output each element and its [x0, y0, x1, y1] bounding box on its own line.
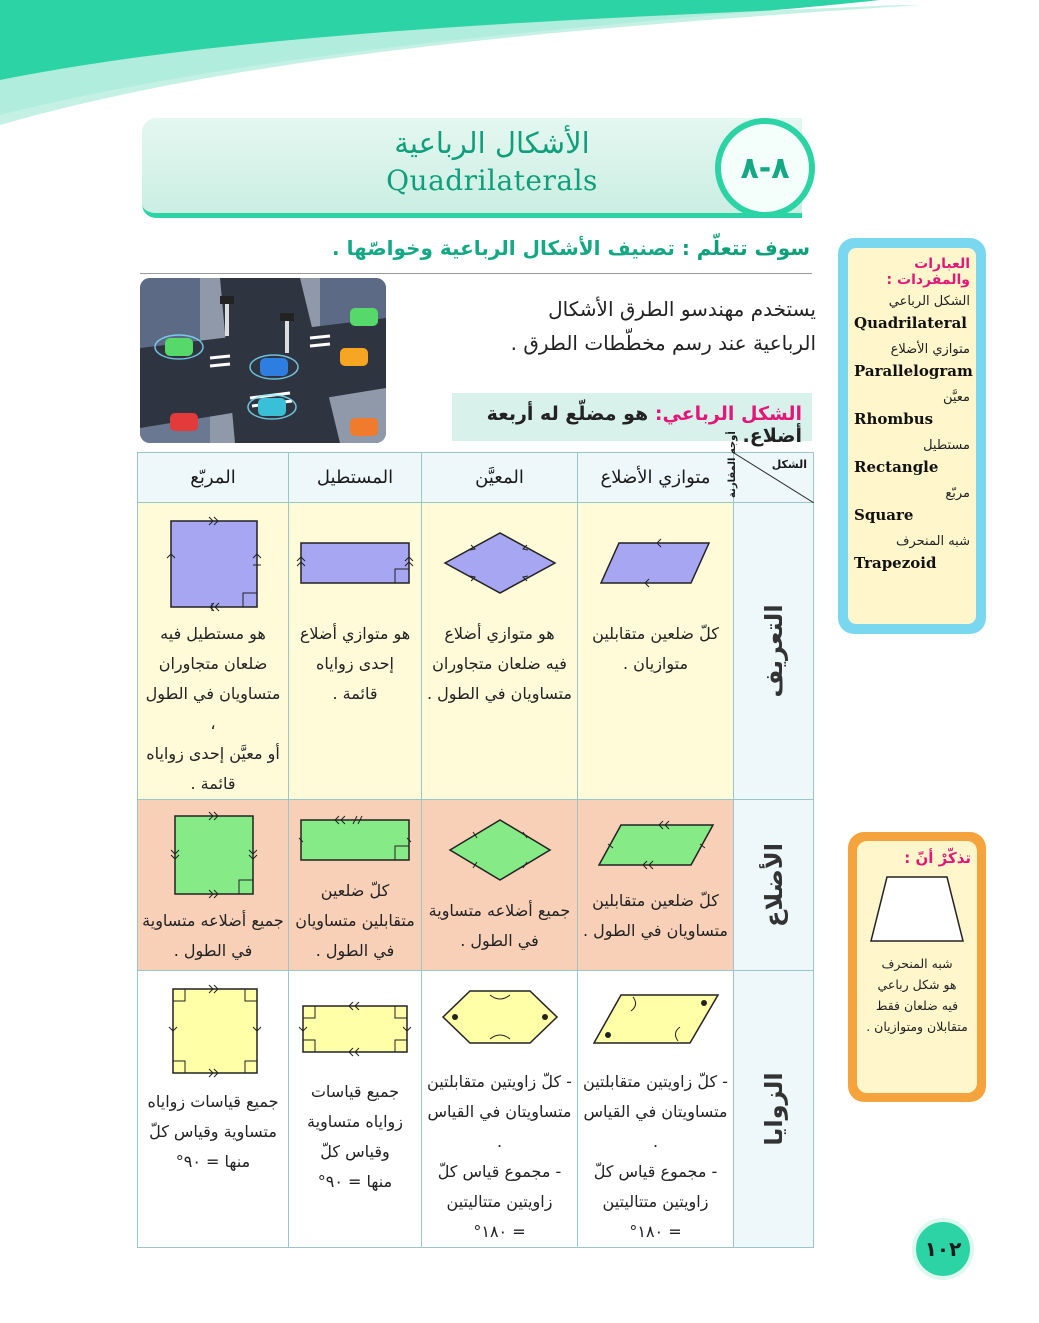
column-header-parallelogram: متوازي الأضلاع [578, 453, 734, 503]
text-line: متساوية وقياس كلّ [149, 1122, 277, 1141]
definition-box [452, 393, 812, 447]
remember-line: فيه ضلعان فقط [875, 998, 959, 1013]
text-line: متساويتان في القياس . [427, 1102, 572, 1151]
rhombus-shape-purple [435, 513, 565, 613]
text-line: - كلّ زاويتين متقابلتين [583, 1072, 728, 1091]
header-swoosh-decoration [0, 0, 1039, 130]
text-line: متساويتان في القياس . [583, 1102, 728, 1151]
cell-parallelogram-definition [578, 503, 734, 800]
text-line: في الطول . [460, 931, 539, 950]
row-head-angles [734, 971, 814, 1248]
vocab-term-english: Rectangle [854, 458, 939, 476]
text-line: منها = ٩٠° [317, 1172, 393, 1191]
row-head-angles-label: الزوايا [759, 1072, 788, 1146]
text-line: = ١٨٠° [629, 1222, 682, 1241]
text-line: متوازيان . [622, 654, 689, 673]
intro-line-1: يستخدم مهندسو الطرق الأشكال [548, 297, 816, 321]
intro-line-2: الرباعية عند رسم مخطّطات الطرق . [510, 331, 816, 355]
table-row-definition [138, 503, 814, 800]
trapezoid-shape [863, 867, 971, 949]
cell-parallelogram-sides [578, 800, 734, 971]
parallelogram-shape-green [591, 810, 721, 880]
table-header-row [138, 453, 814, 503]
rectangle-shape-yellow [295, 981, 415, 1071]
text-line: - مجموع قياس كلّ [593, 1162, 718, 1181]
vocab-term-arabic: مربّع [945, 486, 970, 501]
text-line: كلّ ضلعين [320, 881, 390, 900]
text-line: كلّ ضلعين متقابلين [592, 624, 719, 643]
square-shape-yellow [163, 981, 263, 1081]
vocabulary-sidebar [838, 238, 986, 634]
rectangle-shape-purple [295, 513, 415, 613]
corner-label-shape: الشكل [771, 458, 807, 471]
text-line: زاويتين متتاليتين [446, 1192, 553, 1211]
text-line: متساويان في الطول . [426, 684, 572, 703]
text-line: إحدى زواياه [316, 654, 394, 673]
parallelogram-shape-purple [591, 513, 721, 613]
column-header-square: المربّع [138, 453, 289, 503]
column-header-rhombus: المعيَّن [422, 453, 578, 503]
row-head-sides [734, 800, 814, 971]
text-line: قائمة . [190, 774, 236, 793]
quadrilateral-comparison-table [137, 431, 814, 1248]
lesson-number-badge: ٨-٨ [715, 118, 815, 218]
text-line: متساويان في الطول ، [145, 684, 281, 733]
text-line: فيه ضلعان متجاوران [432, 654, 567, 673]
text-line: هو مستطيل فيه [160, 624, 266, 643]
text-line: جميع أضلاعه متساوية [142, 911, 284, 930]
vocab-term-english: Quadrilateral [854, 314, 967, 332]
objective-label: سوف تتعلّم : [681, 236, 810, 260]
intro-paragraph [430, 292, 816, 360]
vocab-term-english: Square [854, 506, 914, 524]
text-line: متقابلين متساويان [295, 911, 415, 930]
cell-parallelogram-angles [578, 971, 734, 1248]
text-line: منها = ٩٠° [175, 1152, 251, 1171]
cell-rhombus-angles [422, 971, 578, 1248]
text-line: زاويتين متتاليتين [602, 1192, 709, 1211]
vocab-term-arabic: متوازي الأضلاع [890, 342, 970, 357]
text-line: زواياه متساوية [307, 1112, 403, 1131]
learning-objective [140, 236, 812, 274]
road-intersection-illustration [140, 278, 386, 443]
text-line: هو متوازي أضلاع [299, 624, 411, 643]
text-line: جميع أضلاعه متساوية [428, 901, 571, 920]
row-head-definition-label: التعريف [759, 604, 788, 698]
cell-square-angles [138, 971, 289, 1248]
vocab-term-english: Parallelogram [854, 362, 973, 380]
text-line: قائمة . [332, 684, 378, 703]
rhombus-shape-green [440, 810, 560, 890]
remember-line: متقابلان ومتوازيان . [866, 1019, 968, 1034]
text-line: = ١٨٠° [473, 1222, 526, 1241]
row-head-definition [734, 503, 814, 800]
text-line: - مجموع قياس كلّ [437, 1162, 562, 1181]
cell-rectangle-sides [289, 800, 422, 971]
vocab-term-arabic: مستطيل [923, 438, 970, 453]
square-shape-green [163, 810, 263, 900]
remember-line: شبه المنحرف [881, 956, 953, 971]
cell-rectangle-definition [289, 503, 422, 800]
text-line: وقياس كلّ [320, 1142, 390, 1161]
vocab-term-arabic: معيَّن [942, 390, 970, 405]
text-line: متساويان في الطول . [582, 921, 728, 940]
text-line: أو معيَّن إحدى زواياه [146, 744, 280, 763]
corner-header-cell [727, 431, 814, 503]
vocab-term-arabic: الشكل الرباعي [888, 294, 970, 309]
definition-text: هو مضلّع له أربعة أضلاع. [486, 403, 802, 447]
remember-box [848, 832, 986, 1102]
page-number: ١٠٢ [912, 1218, 974, 1280]
parallelogram-shape-yellow [586, 981, 726, 1061]
text-line: هو متوازي أضلاع [444, 624, 555, 643]
cell-square-sides [138, 800, 289, 971]
row-head-sides-label: الأضلاع [759, 843, 788, 927]
text-line: في الطول . [315, 941, 395, 960]
remember-title: تذكّرْ أنّ : [904, 849, 971, 867]
text-line: كلّ ضلعين متقابلين [592, 891, 719, 910]
table-row-sides [138, 800, 814, 971]
table-row-angles [138, 971, 814, 1248]
square-shape-purple [163, 513, 263, 613]
lesson-title-english: Quadrilaterals [386, 164, 598, 197]
cell-rhombus-definition [422, 503, 578, 800]
text-line: ضلعان متجاوران [158, 654, 268, 673]
corner-label-comparison: أوجه المقارنة [727, 431, 738, 498]
vocabulary-title: العبارات والمفردات : [886, 256, 970, 288]
column-header-rectangle: المستطيل [289, 453, 422, 503]
text-line: جميع قياسات زواياه [147, 1092, 279, 1111]
text-line: في الطول . [173, 941, 253, 960]
lesson-header [142, 118, 802, 218]
objective-text: تصنيف الأشكال الرباعية وخواصّها . [332, 236, 675, 260]
text-line: جميع قياسات [310, 1082, 400, 1101]
lesson-title-arabic: الأشكال الرباعية [394, 126, 590, 160]
vocab-term-arabic: شبه المنحرف [896, 534, 970, 549]
remember-line: هو شكل رباعي [877, 977, 957, 992]
rectangle-shape-green [295, 810, 415, 870]
cell-rhombus-sides [422, 800, 578, 971]
rhombus-shape-yellow [435, 981, 565, 1061]
text-line: - كلّ زاويتين متقابلتين [427, 1072, 572, 1091]
definition-label: الشكل الرباعي: [654, 403, 802, 425]
vocab-term-english: Rhombus [854, 410, 934, 428]
vocab-term-english: Trapezoid [854, 554, 937, 572]
cell-rectangle-angles [289, 971, 422, 1248]
cell-square-definition [138, 503, 289, 800]
